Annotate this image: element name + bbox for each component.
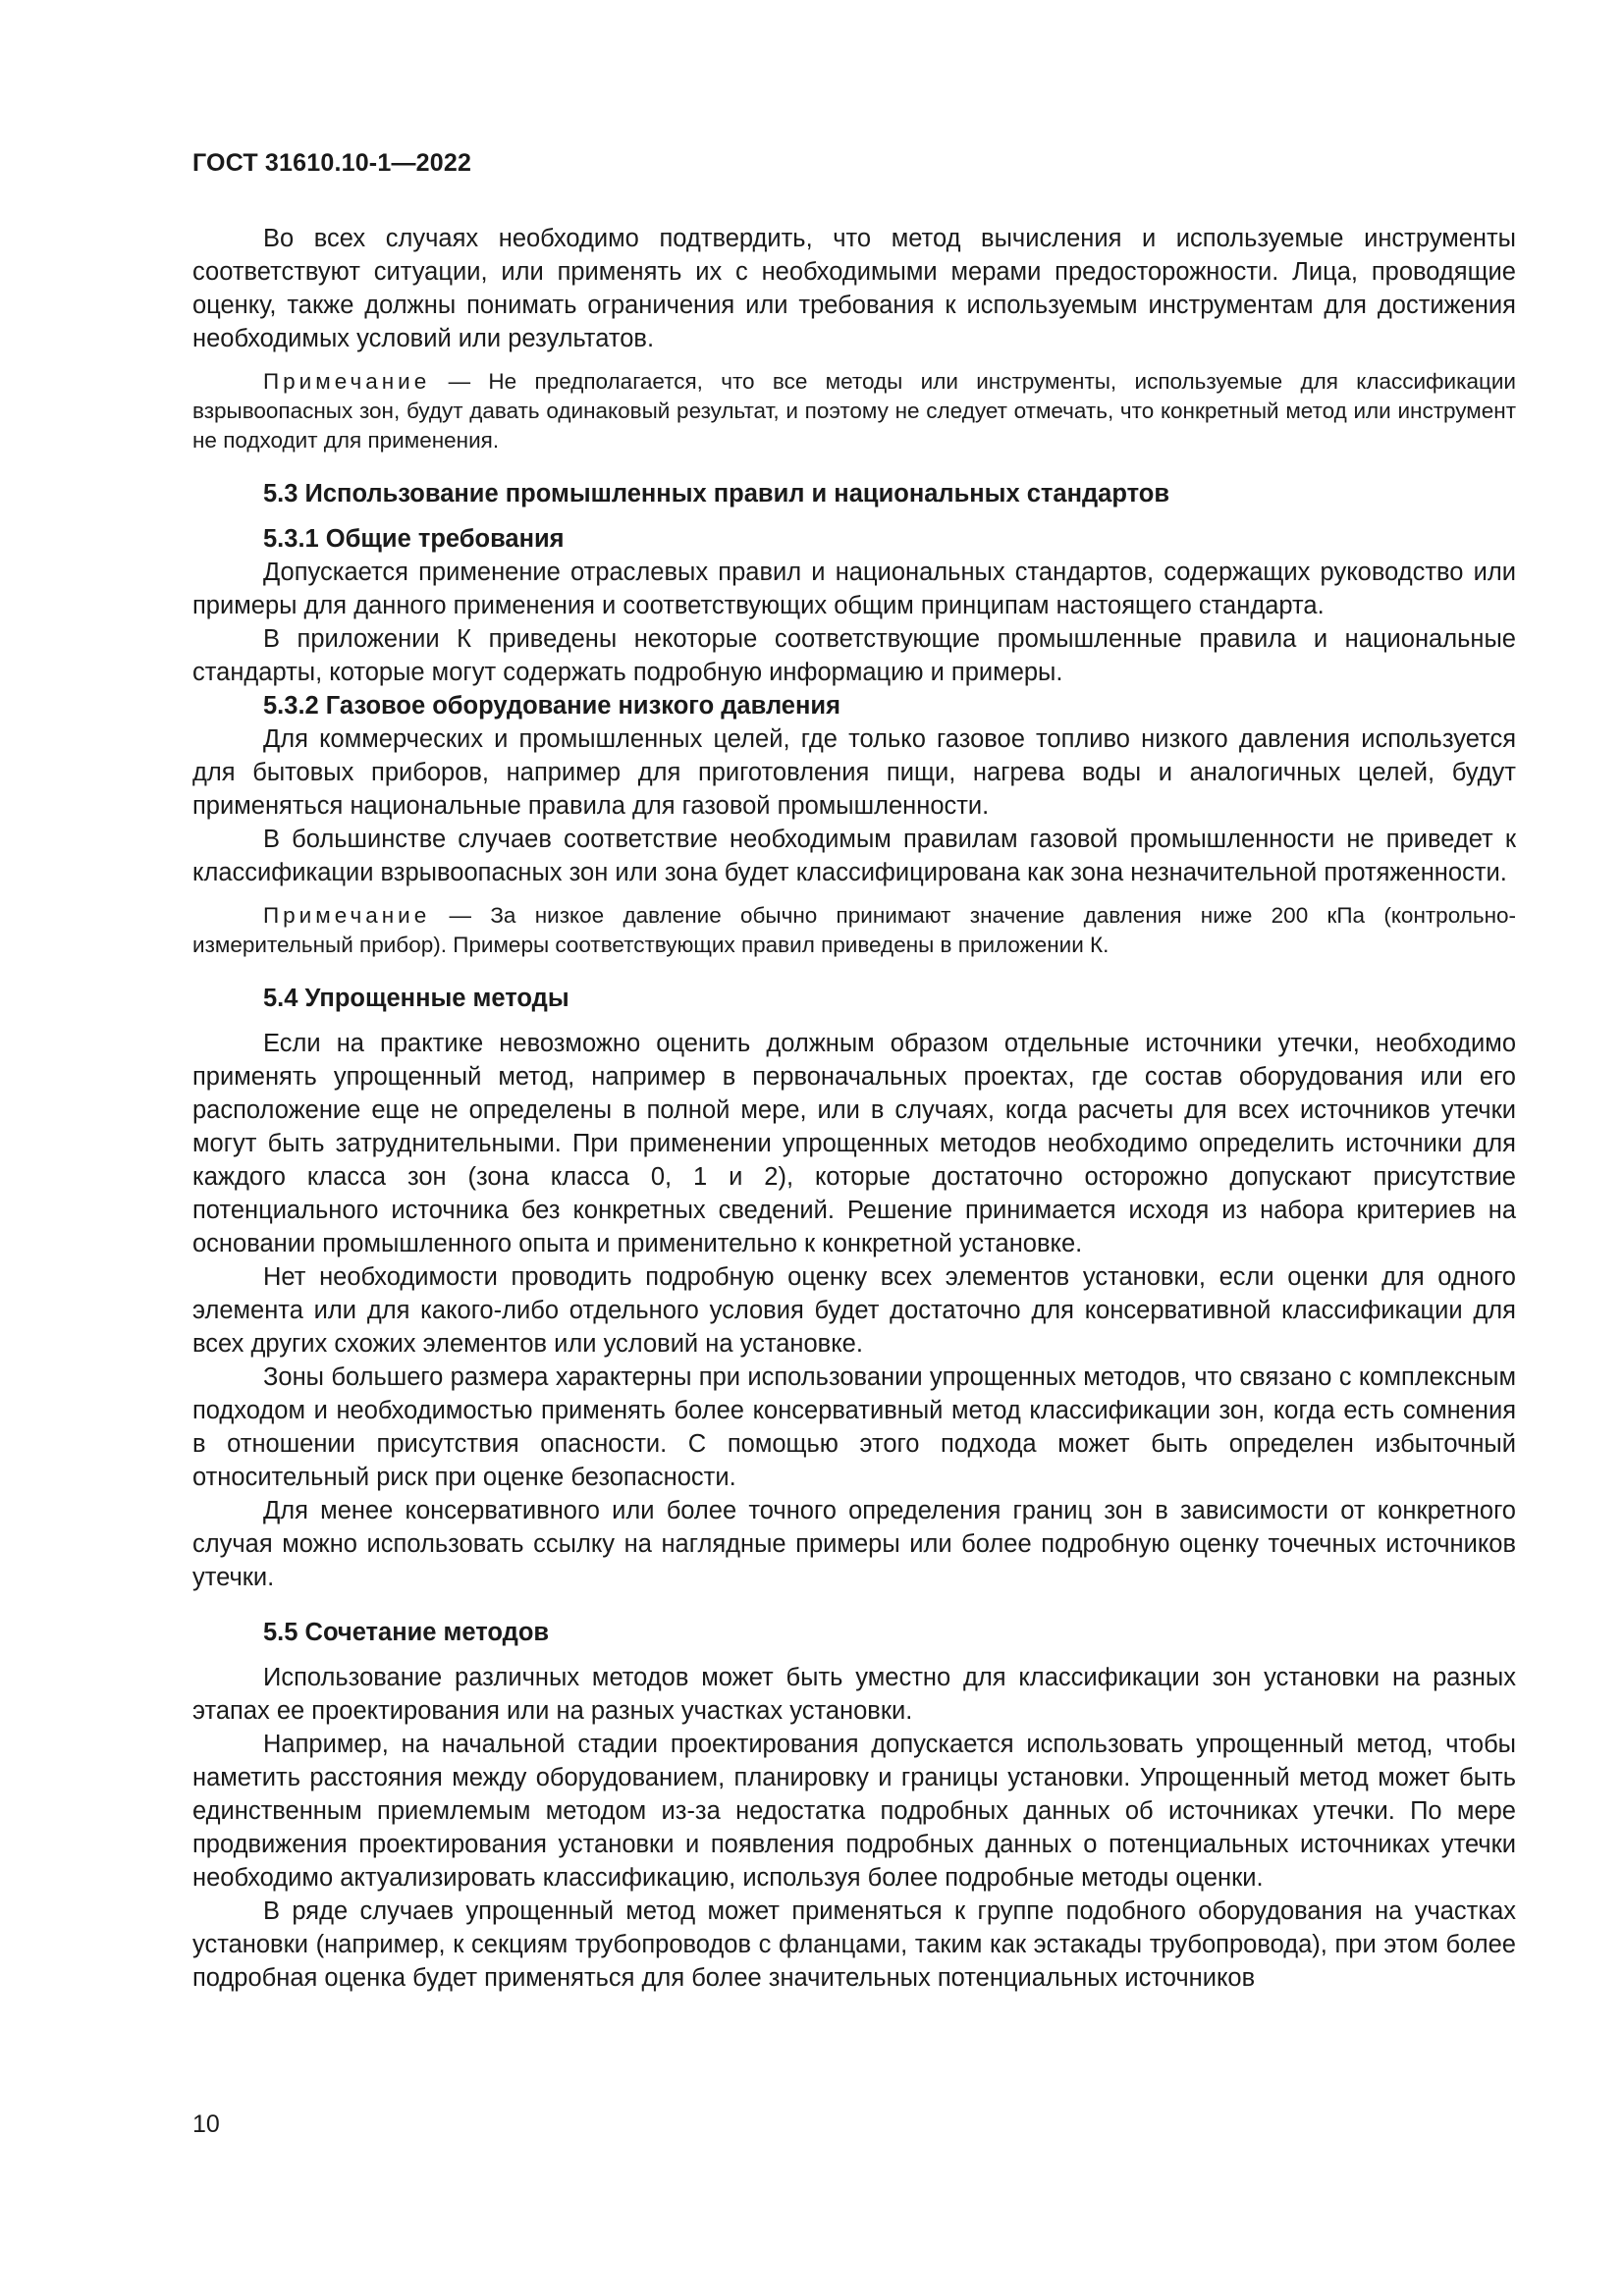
section-5-3-1-title: 5.3.1 Общие требования (263, 525, 565, 553)
note-text: — За низкое давление обычно принимают значение давления ниже 200 кПа (контрольно-измерительный прибор). Примеры соответствующих правил приведены в приложении К. (192, 903, 1516, 957)
section-5-3-title: 5.3 Использование промышленных правил и национальных стандартов (263, 480, 1169, 507)
section-5-3-1-paragraph: Допускается применение отраслевых правил и национальных стандартов, содержащих руководство или примеры для данного применения и соответствующих общим принципам настоящего стандарта. (192, 559, 1516, 619)
section-5-3-2-paragraph: Для коммерческих и промышленных целей, где только газовое топливо низкого давления используется для бытовых приборов, например для приготовления пищи, нагрева воды и аналогичных целей, будут применяться национальные правила для газовой промышленности. (192, 725, 1516, 820)
section-5-5-title: 5.5 Сочетание методов (263, 1619, 550, 1646)
note-text: — Не предполагается, что все методы или инструменты, используемые для классификации взрывоопасных зон, будут давать одинаковый результат, и поэтому не следует отмечать, что конкретный метод или инструмент не подходит для применения. (192, 369, 1516, 453)
section-5-3-2-paragraph: В большинстве случаев соответствие необходимым правилам газовой промышленности не приведет к классификации взрывоопасных зон или зона будет классифицирована как зона незначительной протяженности. (192, 826, 1516, 886)
section-5-5-paragraph: Использование различных методов может быть уместно для классификации зон установки на разных этапах ее проектирования или на разных участках установки. (192, 1664, 1516, 1725)
note-1 (192, 367, 1516, 455)
section-5-4-paragraph: Зоны большего размера характерны при использовании упрощенных методов, что связано с комплексным подходом и необходимостью применять более консервативный метод классификации зон, когда есть сомнения в отношении присутствия опасности. С помощью этого подхода может быть определен избыточный относительный риск при оценке безопасности. (192, 1363, 1516, 1491)
document-header: ГОСТ 31610.10-1—2022 (192, 149, 472, 177)
section-5-4-title: 5.4 Упрощенные методы (263, 985, 569, 1012)
note-2 (192, 901, 1516, 960)
section-5-5-paragraph: Например, на начальной стадии проектирования допускается использовать упрощенный метод, чтобы наметить расстояния между оборудованием, планировку и границы установки. Упрощенный метод может быть единственным приемлемым методом из-за недостатка подробных данных об источниках утечки. По мере продвижения проектирования установки и появления подробных данных о потенциальных источниках утечки необходимо актуализировать классификацию, используя более подробные методы оценки. (192, 1731, 1516, 1892)
section-5-3-1-paragraph: В приложении К приведены некоторые соответствующие промышленные правила и национальные стандарты, которые могут содержать подробную информацию и примеры. (192, 625, 1516, 686)
section-5-4-paragraph: Для менее консервативного или более точного определения границ зон в зависимости от конкретного случая можно использовать ссылку на наглядные примеры или более подробную оценку точечных источников утечки. (192, 1497, 1516, 1591)
note-label: Примечание (263, 369, 431, 394)
document-body (192, 222, 1516, 1995)
section-5-4-paragraph: Нет необходимости проводить подробную оценку всех элементов установки, если оценки для одного элемента или для какого-либо отдельного условия будет достаточно для консервативной классификации для всех других схожих элементов или условий на установке. (192, 1263, 1516, 1358)
intro-paragraph: Во всех случаях необходимо подтвердить, что метод вычисления и используемые инструменты соответствуют ситуации, или применять их с необходимыми мерами предосторожности. Лица, проводящие оценку, также должны понимать ограничения или требования к используемым инструментам для достижения необходимых условий или результатов. (192, 225, 1516, 352)
section-5-3-2-title: 5.3.2 Газовое оборудование низкого давления (263, 692, 840, 720)
note-label: Примечание (263, 903, 431, 928)
page-number: 10 (192, 2110, 220, 2138)
section-5-4-paragraph: Если на практике невозможно оценить должным образом отдельные источники утечки, необходимо применять упрощенный метод, например в первоначальных проектах, где состав оборудования или его расположение еще не определены в полной мере, или в случаях, когда расчеты для всех источников утечки могут быть затруднительными. При применении упрощенных методов необходимо определить источники для каждого класса зон (зона класса 0, 1 и 2), которые достаточно осторожно допускают присутствие потенциального источника без конкретных сведений. Решение принимается исходя из набора критериев на основании промышленного опыта и применительно к конкретной установке. (192, 1030, 1516, 1257)
section-5-5-paragraph: В ряде случаев упрощенный метод может применяться к группе подобного оборудования на участках установки (например, к секциям трубопроводов с фланцами, таким как эстакады трубопровода), при этом более подробная оценка будет применяться для более значительных потенциальных источников (192, 1897, 1516, 1992)
